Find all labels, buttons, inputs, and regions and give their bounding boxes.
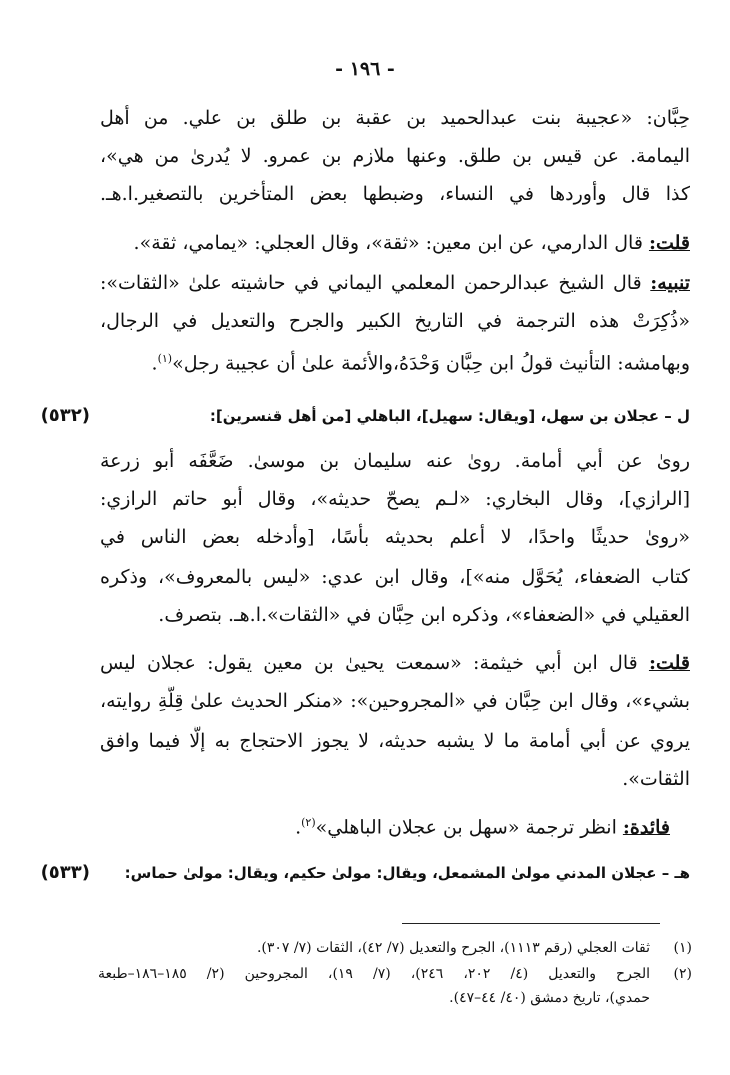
entry-heading: ل – عجلان بن سهل، [ويقال: سهيل]، الباهلي [من أهل قنسرين]: xyxy=(209,407,690,425)
tanbih-line xyxy=(100,268,690,298)
text-span: . xyxy=(295,816,302,839)
text-line: اليمامة. عن قيس بن طلق. وعنها ملازم بن عمرو. لا يُدرىٰ من هي»، xyxy=(100,145,690,167)
faida-label: فائدة: xyxy=(622,816,670,839)
qult-label: قلت: xyxy=(648,652,690,674)
footnote-text: ثقات العجلي (رقم ١١١٣)، الجرح والتعديل (٧/ ٤٢)، الثقات (٧/ ٣٠٧). xyxy=(256,940,650,956)
footnote-ref: (٢) xyxy=(301,816,316,829)
footnote-separator xyxy=(402,923,660,924)
footnote-number: (٢) xyxy=(673,966,692,982)
qult-line xyxy=(100,228,690,258)
tanbih-label: تنبيه: xyxy=(650,272,690,294)
text-span: . xyxy=(151,352,158,375)
text-span: وبهامشه: التأنيث قولُ ابن حِبَّان وَحْدَهُ،والأئمة علىٰ أن عجيبة رجل» xyxy=(172,352,690,375)
text-line: يروي عن أبي أمامة ما لا يشبه حديثه، لا يجوز الاحتجاج به إلَّا فيما وافق xyxy=(100,730,690,752)
text-line: «ذُكِرَتْ هذه الترجمة في التاريخ الكبير والجرح والتعديل في الرجال، xyxy=(100,310,690,332)
entry-number: (٥٣٣) xyxy=(40,862,90,883)
text-span: انظر ترجمة «سهل بن عجلان الباهلي» xyxy=(315,816,617,839)
text-line: كتاب الضعفاء، يُحَوَّل منه»]، وقال ابن عدي: «ليس بالمعروف»، وذكره xyxy=(100,566,690,588)
footnote-number: (١) xyxy=(673,940,692,956)
text-line: العقيلي في «الضعفاء»، وذكره ابن حِبَّان في «الثقات».ا.هـ. بتصرف. xyxy=(158,604,690,626)
text-line: «روىٰ حديثًا واحدًا، لا أعلم بحديثه بأسًا، [وأدخله بعض الناس في xyxy=(100,526,690,548)
qult-line xyxy=(100,648,690,678)
text-span: قال الشيخ عبدالرحمن المعلمي اليماني في حاشيته علىٰ «الثقات»: xyxy=(100,272,642,294)
entry-number: (٥٣٢) xyxy=(40,405,90,426)
text-line: الثقات». xyxy=(622,768,690,790)
text-line: كذا قال وأوردها في النساء، وضبطها بعض المتأخرين بالتصغير.ا.هـ. xyxy=(100,183,690,205)
text-line: بشيء»، وقال ابن حِبَّان في «المجروحين»: «منكر الحديث علىٰ قِلَّةِ روايته، xyxy=(100,690,690,712)
footnote-ref: (١) xyxy=(157,352,173,365)
text-line: روىٰ عن أبي أمامة. روىٰ عنه سليمان بن موسىٰ. ضَعَّفَه أبو زرعة xyxy=(100,450,690,472)
text-line: [الرازي]، وقال البخاري: «لـم يصحّ حديثه»، وقال أبو حاتم الرازي: xyxy=(100,488,690,510)
footnote-text: حمدي)، تاريخ دمشق (٤٠/ ٤٤–٤٧). xyxy=(449,990,650,1006)
text-span: قال الدارمي، عن ابن معين: «ثقة»، وقال العجلي: «يمامي، ثقة». xyxy=(133,232,643,254)
text-span: قال ابن أبي خيثمة: «سمعت يحيىٰ بن معين يقول: عجلان ليس xyxy=(100,652,638,674)
footnote-text: الجرح والتعديل (٤/ ٢٠٢، ٢٤٦)، (٧/ ١٩)، المجروحين (٢/ ١٨٥–١٨٦–طبعة xyxy=(98,966,650,982)
text-line: حِبَّان: «عجيبة بنت عبدالحميد بن عقبة بن طلق بن علي. من أهل xyxy=(100,107,690,129)
qult-label: قلت: xyxy=(648,232,690,254)
page-number: - ١٩٦ - xyxy=(335,58,395,80)
faida-line xyxy=(100,808,670,842)
entry-heading: هـ – عجلان المدني مولىٰ المشمعل، ويقال: مولىٰ حكيم، ويقال: مولىٰ حماس: xyxy=(124,864,690,882)
text-line xyxy=(100,344,690,378)
